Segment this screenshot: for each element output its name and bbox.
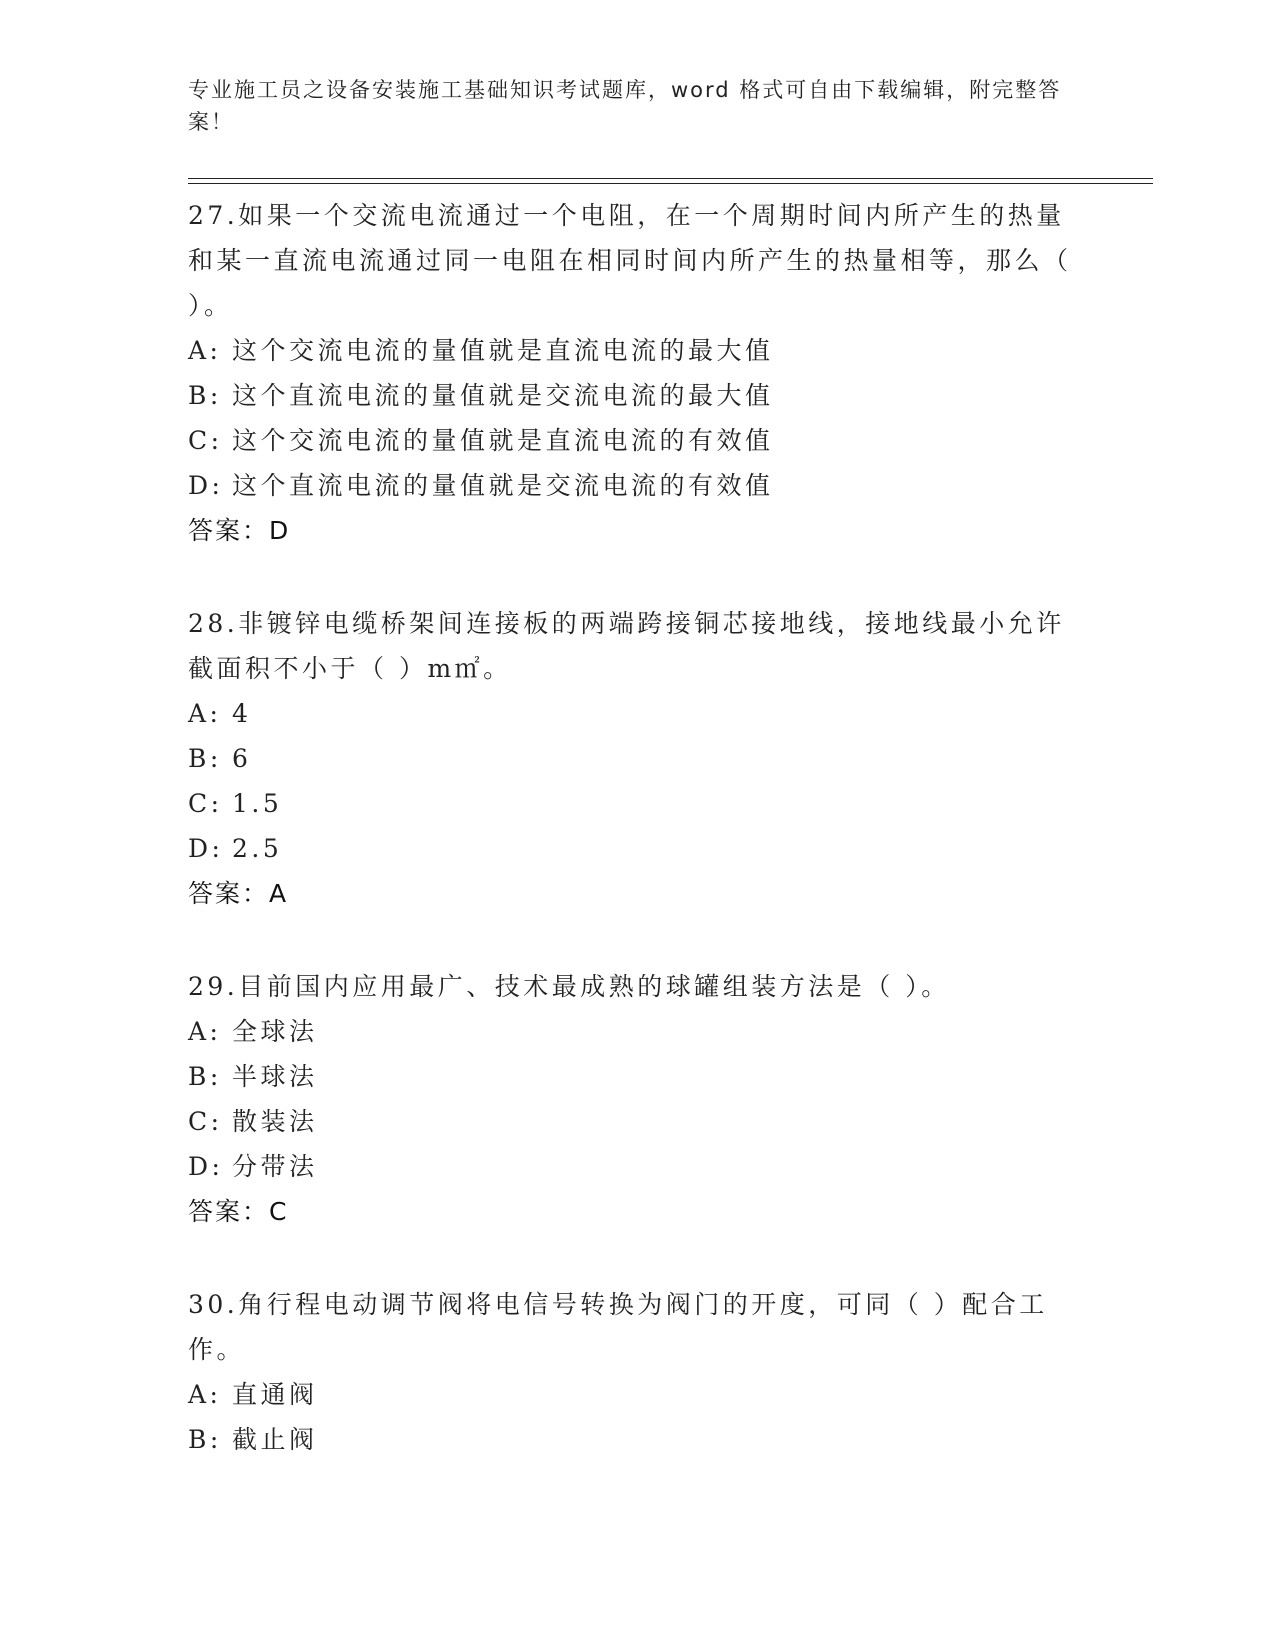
- option-text: 这个直流电流的量值就是交流电流的有效值: [232, 471, 774, 500]
- option-text: 这个直流电流的量值就是交流电流的最大值: [232, 381, 774, 410]
- option-letter: A:: [188, 336, 222, 365]
- option-text: 半球法: [232, 1062, 318, 1091]
- option-text: 4: [232, 699, 252, 728]
- question-stem: 30.角行程电动调节阀将电信号转换为阀门的开度，可同（ ）配合工作。: [188, 1290, 1048, 1364]
- option-text: 这个交流电流的量值就是直流电流的有效值: [232, 426, 774, 455]
- document-header: 专业施工员之设备安装施工基础知识考试题库，word 格式可自由下载编辑，附完整答案！: [188, 78, 1062, 134]
- option-letter: B:: [188, 381, 222, 410]
- option-text: 2.5: [232, 834, 283, 863]
- option-c: [188, 781, 1088, 826]
- option-text: 这个交流电流的量值就是直流电流的最大值: [232, 336, 774, 365]
- option-d: [188, 826, 1088, 871]
- option-text: 截止阀: [232, 1425, 318, 1454]
- option-letter: C:: [188, 789, 223, 818]
- option-text: 1.5: [232, 789, 283, 818]
- option-letter: B:: [188, 1062, 222, 1091]
- answer-line: 答案：C: [188, 1197, 289, 1226]
- option-letter: B:: [188, 744, 222, 773]
- option-a: [188, 328, 1088, 373]
- option-letter: A:: [188, 1017, 222, 1046]
- option-a: [188, 1009, 1088, 1054]
- answer-line: 答案：A: [188, 879, 289, 908]
- option-letter: B:: [188, 1425, 222, 1454]
- option-letter: A:: [188, 699, 222, 728]
- option-letter: C:: [188, 426, 223, 455]
- answer-line: 答案：D: [188, 516, 291, 545]
- option-d: [188, 1144, 1088, 1189]
- option-letter: D:: [188, 834, 224, 863]
- option-letter: C:: [188, 1107, 223, 1136]
- option-b: [188, 1054, 1088, 1099]
- option-letter: A:: [188, 1380, 222, 1409]
- option-text: 6: [232, 744, 252, 773]
- option-text: 直通阀: [232, 1380, 318, 1409]
- question-30: [188, 1279, 1088, 1462]
- question-29: [188, 961, 1088, 1235]
- question-stem: 29.目前国内应用最广、技术最成熟的球罐组装方法是（ ）。: [188, 972, 950, 1001]
- question-stem: 27.如果一个交流电流通过一个电阻，在一个周期时间内所产生的热量和某一直流电流通过同一电阻在相同时间内所产生的热量相等，那么（ ）。: [188, 201, 1072, 320]
- option-b: [188, 373, 1088, 418]
- option-d: [188, 463, 1088, 508]
- question-28: [188, 598, 1088, 917]
- header-divider-bottom: [188, 183, 1153, 184]
- option-text: 全球法: [232, 1017, 318, 1046]
- option-c: [188, 418, 1088, 463]
- option-letter: D:: [188, 1152, 224, 1181]
- header-divider-top: [188, 178, 1153, 179]
- question-stem: 28.非镀锌电缆桥架间连接板的两端跨接铜芯接地线，接地线最小允许截面积不小于（ ）m㎡。: [188, 609, 1065, 683]
- question-27: [188, 190, 1088, 554]
- question-list: [188, 190, 1088, 1506]
- option-a: [188, 1372, 1088, 1417]
- option-b: [188, 736, 1088, 781]
- option-text: 分带法: [232, 1152, 318, 1181]
- option-a: [188, 691, 1088, 736]
- option-text: 散装法: [232, 1107, 318, 1136]
- option-b: [188, 1417, 1088, 1462]
- option-c: [188, 1099, 1088, 1144]
- option-letter: D:: [188, 471, 224, 500]
